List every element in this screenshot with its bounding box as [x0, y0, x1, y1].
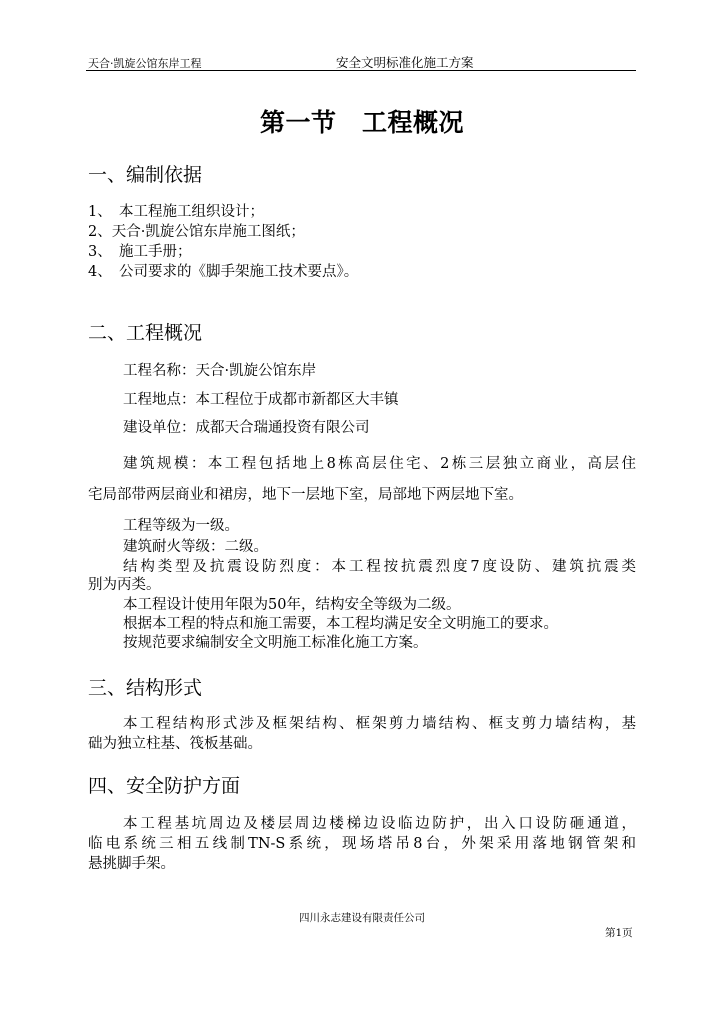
seismic-line: 结构类型及抗震设防烈度：本工程按抗震烈度7度设防、建筑抗震类	[123, 559, 636, 575]
project-scale-line: 建筑规模：本工程包括地上8栋高层住宅、2栋三层独立商业，高层住	[123, 456, 636, 472]
section-heading-safety: 四、安全防护方面	[88, 775, 241, 797]
project-grade-line: 工程等级为一级。	[123, 518, 239, 534]
project-name-line: 工程名称：天合·凯旋公馆东岸	[123, 363, 317, 379]
structure-line: 础为独立柱基、筏板基础。	[88, 736, 262, 752]
project-owner-line: 建设单位：成都天合瑞通投资有限公司	[123, 420, 370, 436]
structure-line: 本工程结构形式涉及框架结构、框架剪力墙结构、框支剪力墙结构，基	[123, 716, 636, 732]
section-heading-basis: 一、编制依据	[88, 164, 203, 186]
safety-line: 悬挑脚手架。	[88, 856, 175, 872]
safety-line: 本工程基坑周边及楼层周边楼梯边设临边防护，出入口设防砸通道，	[123, 816, 636, 832]
seismic-line: 别为丙类。	[88, 577, 161, 593]
section-heading-structure: 三、结构形式	[88, 677, 203, 699]
header-document-title: 安全文明标准化施工方案	[336, 55, 474, 70]
footer-page-number: 第1页	[605, 927, 633, 939]
safety-line: 临电系统三相五线制TN-S系统，现场塔吊8台，外架采用落地钢管架和	[88, 836, 636, 852]
page-title: 第一节 工程概况	[259, 108, 464, 137]
section-heading-overview: 二、工程概况	[88, 322, 203, 344]
footer-company: 四川永志建设有限责任公司	[299, 912, 425, 924]
project-location-line: 工程地点：本工程位于成都市新都区大丰镇	[123, 392, 399, 408]
fire-rating-line: 建筑耐火等级：二级。	[123, 539, 268, 555]
list-item: 2、天合·凯旋公馆东岸施工图纸；	[88, 224, 305, 240]
list-item: 1、 本工程施工组织设计；	[88, 204, 264, 220]
plan-line: 按规范要求编制安全文明施工标准化施工方案。	[123, 635, 428, 651]
project-scale-line: 宅局部带两层商业和裙房，地下一层地下室，局部地下两层地下室。	[88, 487, 523, 503]
list-item: 4、 公司要求的《脚手架施工技术要点》。	[88, 264, 359, 280]
list-item: 3、 施工手册；	[88, 244, 192, 260]
header-project-name: 天合·凯旋公馆东岸工程	[88, 57, 202, 70]
construction-needs-line: 根据本工程的特点和施工需要，本工程均满足安全文明施工的要求。	[123, 616, 558, 632]
design-life-line: 本工程设计使用年限为50年，结构安全等级为二级。	[123, 597, 461, 613]
header-divider	[86, 70, 636, 71]
